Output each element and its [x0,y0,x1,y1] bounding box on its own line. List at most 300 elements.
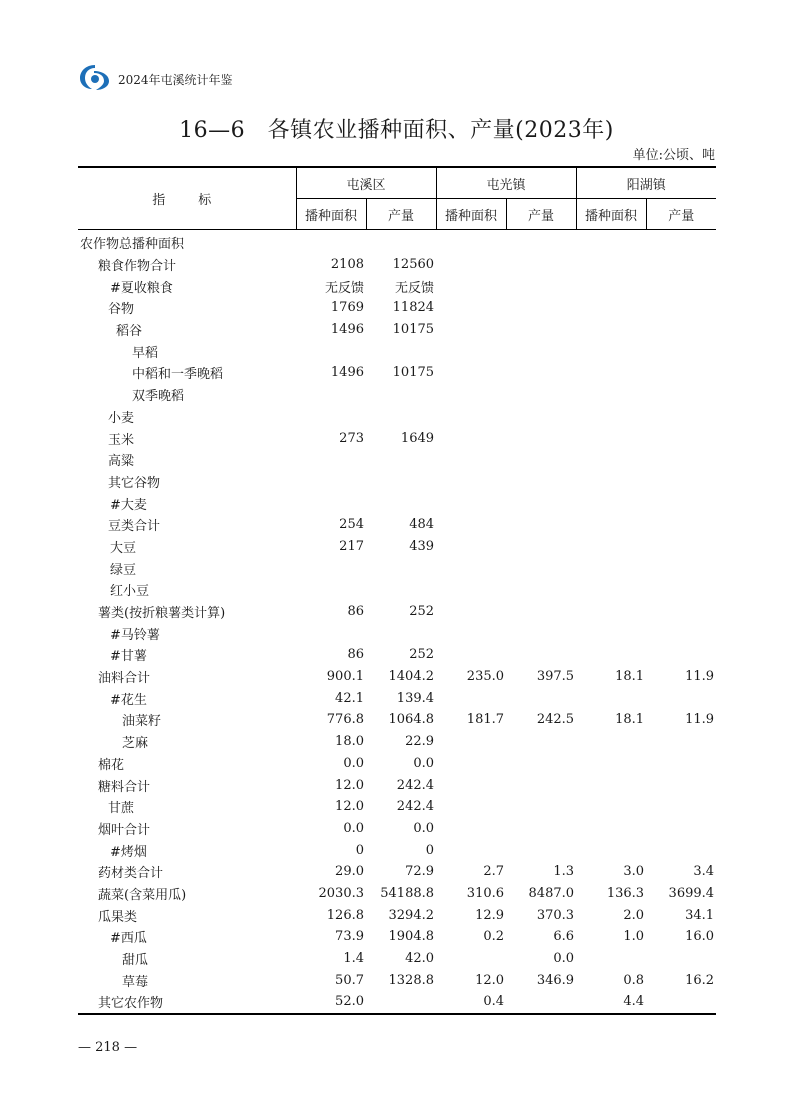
table-row [78,883,716,905]
table-row [78,666,716,688]
table-cell [366,471,436,493]
row-indicator: 其它农作物 [98,996,164,1012]
table-cell [506,340,576,362]
table-cell [506,384,576,406]
table-row [78,969,716,991]
table-cell [646,319,716,341]
table-cell: 42.0 [405,951,435,967]
table-cell: 12.0 [335,777,364,793]
table-cell: 2.7 [483,864,505,880]
table-cell: 10175 [392,365,435,381]
table-cell: 0.0 [413,755,435,771]
table-row [78,926,716,948]
row-indicator: 瓜果类 [98,909,138,925]
table-cell: 3.0 [623,864,645,880]
table-cell [576,731,646,753]
table-cell [646,644,716,666]
table-cell [366,557,436,579]
table-cell: 12560 [392,257,435,273]
table-cell [646,449,716,471]
table-row [78,275,716,297]
table-cell [506,991,576,1014]
table-cell: 370.3 [536,907,575,923]
subheader-output: 产量 [646,199,716,230]
table-cell [576,340,646,362]
row-indicator: 小麦 [108,410,135,426]
table-cell [576,514,646,536]
indicator-header: 指 标 [78,167,296,230]
table-body [78,230,716,1014]
table-row [78,622,716,644]
table-cell [436,406,506,428]
table-cell: 86 [347,647,364,663]
row-indicator: 薯类(按折粮薯类计算) [98,606,226,622]
table-row [78,471,716,493]
table-cell [576,948,646,970]
row-indicator: #花生 [110,692,147,708]
table-cell: 0 [355,842,364,858]
table-cell [366,449,436,471]
table-cell [646,427,716,449]
table-cell: 无反馈 [324,280,364,296]
row-indicator: 豆类合计 [108,519,161,535]
table-cell [436,297,506,319]
table-cell [646,753,716,775]
table-cell [436,471,506,493]
row-indicator: 甘蔗 [108,801,135,817]
group-header-tunxi: 屯溪区 [296,167,436,199]
table-cell [506,471,576,493]
table-row [78,644,716,666]
row-indicator: 油菜籽 [122,714,162,730]
table-cell: 8487.0 [528,885,575,901]
table-row [78,297,716,319]
table-row [78,492,716,514]
table-cell [506,796,576,818]
table-cell: 1496 [330,365,364,381]
table-cell [506,275,576,297]
table-cell: 217 [339,538,364,554]
table-cell: 18.1 [615,669,645,685]
table-cell [646,557,716,579]
table-cell [366,579,436,601]
table-cell [506,601,576,623]
table-cell [576,427,646,449]
table-cell [576,384,646,406]
table-cell [576,644,646,666]
table-cell [646,406,716,428]
table-cell [646,948,716,970]
table-cell [436,687,506,709]
table-cell: 10175 [392,322,435,338]
table-cell [576,471,646,493]
table-cell [436,340,506,362]
row-indicator: #夏收粮食 [110,280,173,296]
table-cell: 139.4 [396,690,435,706]
table-cell: 3.4 [693,864,715,880]
row-indicator: 油料合计 [98,671,151,687]
row-indicator: 烟叶合计 [98,822,151,838]
page-header [78,62,378,92]
table-cell [506,622,576,644]
table-cell [506,514,576,536]
table-cell: 无反馈 [395,280,435,296]
table-cell [436,948,506,970]
table-cell: 242.4 [396,799,435,815]
table-cell: 2108 [330,257,364,273]
table-cell [576,536,646,558]
row-indicator: #甘薯 [110,649,147,665]
statistics-table [78,166,716,1015]
table-cell [506,774,576,796]
table-row [78,427,716,449]
table-cell [506,839,576,861]
table-cell: 776.8 [326,712,364,728]
table-cell [436,536,506,558]
table-row [78,991,716,1014]
table-cell [296,384,366,406]
table-cell [576,449,646,471]
table-cell: 1.4 [343,951,364,967]
table-cell: 34.1 [685,907,715,923]
table-row [78,340,716,362]
table-cell [576,774,646,796]
table-cell [296,406,366,428]
table-cell [366,384,436,406]
table-cell: 11824 [392,300,435,316]
table-cell: 3699.4 [668,885,715,901]
row-indicator: 棉花 [98,757,125,773]
table-row [78,254,716,276]
table-cell [436,839,506,861]
table-cell: 1769 [330,300,364,316]
table-cell: 1064.8 [388,712,435,728]
table-cell [436,254,506,276]
table-cell [576,254,646,276]
table-cell: 254 [339,517,364,533]
table-cell [296,449,366,471]
table-cell [646,230,716,254]
row-indicator: 高粱 [108,454,135,470]
table-cell [646,601,716,623]
table-cell [646,622,716,644]
row-indicator: 双季晚稻 [132,389,185,405]
row-indicator: 粮食作物合计 [98,259,177,275]
table-cell: 50.7 [335,972,364,988]
table-cell [296,230,366,254]
table-cell [646,297,716,319]
table-cell [576,818,646,840]
table-cell [296,471,366,493]
table-row [78,818,716,840]
table-cell [436,774,506,796]
row-indicator: 红小豆 [110,584,150,600]
table-cell [436,557,506,579]
table-row [78,449,716,471]
table-cell: 126.8 [326,907,364,923]
row-indicator: 药材类合计 [98,866,164,882]
table-cell: 439 [409,538,435,554]
row-indicator: 农作物总播种面积 [80,237,185,253]
group-header-yanghu: 阳湖镇 [576,167,716,199]
table-cell [576,839,646,861]
table-cell: 73.9 [335,929,364,945]
table-row [78,731,716,753]
table-cell [646,731,716,753]
table-cell [576,297,646,319]
table-row [78,709,716,731]
table-cell [506,818,576,840]
table-cell [366,406,436,428]
row-indicator: #马铃薯 [110,627,160,643]
table-cell [296,579,366,601]
table-cell [646,536,716,558]
table-cell: 12.9 [475,907,505,923]
table-row [78,536,716,558]
table-row [78,406,716,428]
table-cell [576,579,646,601]
table-cell [506,731,576,753]
table-cell [366,340,436,362]
table-row [78,384,716,406]
row-indicator: 玉米 [108,432,135,448]
table-cell [576,230,646,254]
table-cell [436,796,506,818]
table-cell: 242.4 [396,777,435,793]
subheader-output: 产量 [506,199,576,230]
row-indicator: 谷物 [108,302,135,318]
subheader-area: 播种面积 [576,199,646,230]
table-cell: 4.4 [623,994,645,1010]
table-row [78,904,716,926]
table-cell: 900.1 [326,669,364,685]
yearbook-logo-icon [78,62,112,92]
table-row [78,601,716,623]
table-cell [646,514,716,536]
table-row [78,839,716,861]
table-cell [506,319,576,341]
table-cell [296,557,366,579]
table-cell: 346.9 [536,972,575,988]
table-cell: 484 [409,517,435,533]
table-cell [646,254,716,276]
table-cell [506,536,576,558]
table-cell [646,275,716,297]
row-indicator: 大豆 [110,540,137,556]
subheader-area: 播种面积 [296,199,366,230]
table-cell: 3294.2 [388,907,435,923]
table-cell [436,230,506,254]
table-cell: 16.2 [685,972,715,988]
table-row [78,948,716,970]
page-title: 16—6 各镇农业播种面积、产量(2023年) [179,118,614,143]
table-cell: 0 [425,842,435,858]
table-cell [576,622,646,644]
unit-label: 单位:公顷、吨 [632,148,715,163]
table-cell: 1.0 [623,929,645,945]
table-cell [506,297,576,319]
table-cell [506,579,576,601]
table-cell: 0.0 [553,951,575,967]
table-cell [436,579,506,601]
table-cell: 252 [409,604,435,620]
table-cell [646,362,716,384]
table-cell: 397.5 [536,669,575,685]
subheader-output: 产量 [366,199,436,230]
table-cell [366,230,436,254]
table-cell: 1.3 [553,864,575,880]
table-cell: 18.1 [615,712,645,728]
table-row [78,230,716,254]
table-cell [506,362,576,384]
table-cell [366,622,436,644]
table-cell [436,622,506,644]
table-cell [576,492,646,514]
page-number: — 218 — [78,1040,138,1055]
table-cell: 0.4 [483,994,505,1010]
table-cell: 0.2 [483,929,505,945]
table-cell: 252 [409,647,435,663]
row-indicator: 草莓 [122,974,149,990]
table-cell [506,230,576,254]
row-indicator: 糖料合计 [98,779,151,795]
table-cell [646,384,716,406]
table-row [78,514,716,536]
table-cell: 29.0 [335,864,364,880]
table-cell: 72.9 [405,864,435,880]
table-cell [506,427,576,449]
table-row [78,362,716,384]
table-cell: 11.9 [685,669,715,685]
table-row [78,796,716,818]
table-cell: 310.6 [466,885,505,901]
table-cell: 1904.8 [388,929,435,945]
table-cell [576,687,646,709]
table-cell [646,492,716,514]
table-cell [576,275,646,297]
yearbook-title: 2024年屯溪统计年鉴 [118,73,233,87]
table-cell [296,622,366,644]
row-indicator: #烤烟 [110,844,147,860]
table-cell: 1649 [400,430,435,446]
table-cell [646,839,716,861]
table-cell [436,449,506,471]
table-cell: 0.0 [343,820,364,836]
table-cell: 2030.3 [318,885,364,901]
table-row [78,557,716,579]
table-cell [436,384,506,406]
table-cell [436,427,506,449]
table-row [78,774,716,796]
table-cell [436,753,506,775]
table-cell: 16.0 [685,929,715,945]
table-cell [436,362,506,384]
table-cell [506,687,576,709]
table-cell [576,796,646,818]
table-cell [576,362,646,384]
table-cell [506,557,576,579]
table-cell: 22.9 [405,734,435,750]
row-indicator: #西瓜 [110,931,147,947]
table-cell: 54188.8 [380,885,435,901]
table-cell [646,818,716,840]
row-indicator: 其它谷物 [108,475,161,491]
table-cell [646,687,716,709]
table-cell [576,406,646,428]
row-indicator: 绿豆 [110,562,137,578]
table-cell [436,818,506,840]
table-cell: 1328.8 [388,972,435,988]
table-cell [576,601,646,623]
row-indicator: 稻谷 [116,324,143,340]
row-indicator: #大麦 [110,497,147,513]
row-indicator: 早稻 [132,345,159,361]
table-cell: 2.0 [623,907,645,923]
table-cell [506,644,576,666]
table-row [78,319,716,341]
table-cell: 42.1 [335,690,364,706]
table-cell: 1404.2 [388,669,435,685]
table-cell: 136.3 [606,885,645,901]
table-row [78,861,716,883]
table-cell [436,731,506,753]
table-row [78,753,716,775]
table-cell [576,319,646,341]
table-cell [646,579,716,601]
table-cell [436,492,506,514]
table-cell: 273 [339,430,364,446]
table-cell [366,492,436,514]
table-cell: 235.0 [466,669,505,685]
table-row [78,687,716,709]
table-cell: 181.7 [466,712,505,728]
table-cell [646,340,716,362]
table-cell [436,601,506,623]
group-header-tunguang: 屯光镇 [436,167,576,199]
table-cell [506,753,576,775]
table-cell [436,319,506,341]
table-cell [646,471,716,493]
table-cell [506,254,576,276]
table-cell: 0.0 [343,755,364,771]
table-cell: 0.8 [623,972,645,988]
table-cell [506,449,576,471]
table-cell: 12.0 [335,799,364,815]
table-cell [296,492,366,514]
table-cell: 1496 [330,322,364,338]
table-cell: 242.5 [536,712,575,728]
table-cell [576,753,646,775]
table-cell [646,774,716,796]
table-row [78,579,716,601]
table-cell [506,406,576,428]
row-indicator: 蔬菜(含菜用瓜) [98,887,187,903]
table-cell [436,644,506,666]
table-cell [436,275,506,297]
table-cell [296,340,366,362]
subheader-area: 播种面积 [436,199,506,230]
table-cell [366,991,436,1014]
table-cell [646,796,716,818]
table-cell: 12.0 [475,972,505,988]
table-cell [506,492,576,514]
table-cell [576,557,646,579]
table-cell: 0.0 [413,820,435,836]
table-cell [436,514,506,536]
table-cell: 86 [347,604,364,620]
table-cell: 52.0 [335,994,364,1010]
table-cell [646,991,716,1014]
